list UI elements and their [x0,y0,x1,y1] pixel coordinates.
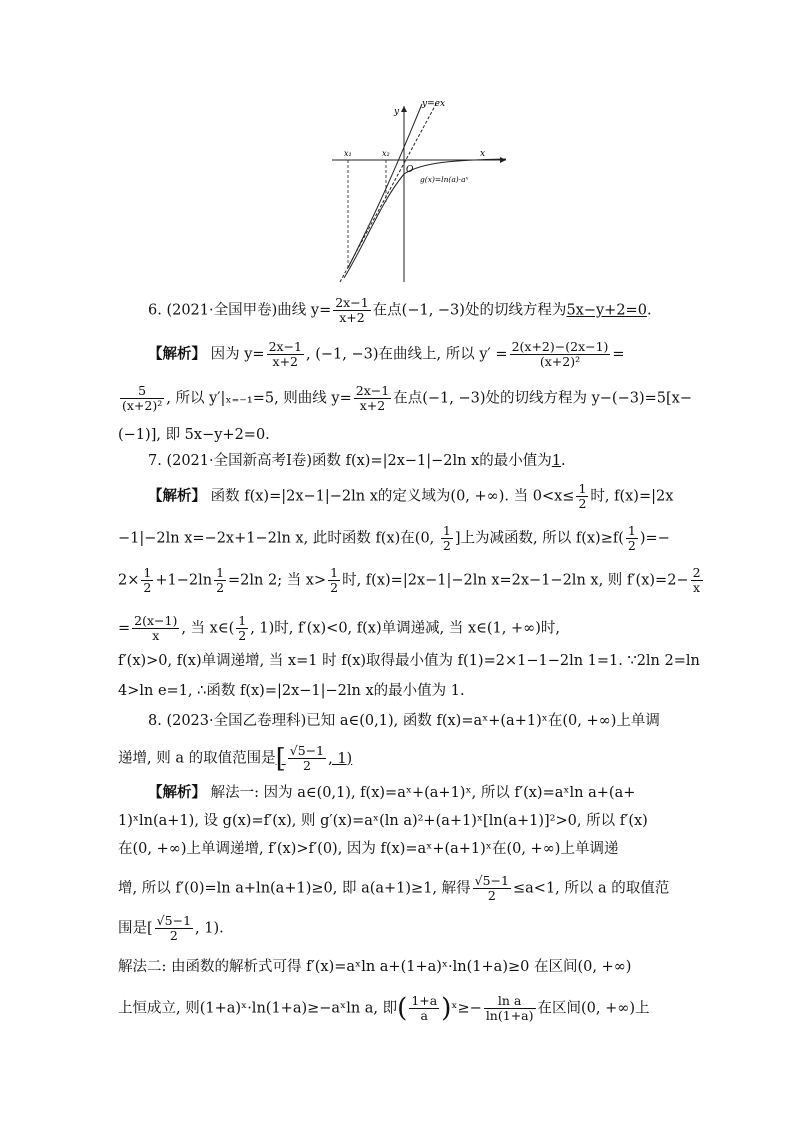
x-axis-arrow [500,157,506,163]
q7-line: 7. (2021·全国新高考Ⅰ卷)函数 f(x)=|2x−1|−2ln x的最小值为1. [148,453,566,469]
tangent-graph-figure [326,92,510,288]
q6-line: 6. (2021·全国甲卷)曲线 y= $\frac{2x-1}{x+2}$ 在点(−1, −3)处的切线方程为5x−y+2=0. [148,295,652,325]
label-x1: x₁ [344,149,352,158]
label-curve: g(x)=ln(a)·aˣ [420,175,469,184]
s7-line1: 【解析】 函数 f(x)=|2x−1|−2ln x的定义域为(0, +∞). 当 0<x≤ $\frac{1}{2}$ 时, f(x)=|2x [148,481,674,511]
s8-line2: 1)ˣln(a+1), 设 g(x)=f′(x), 则 g′(x)=aˣ(ln a)²+(a+1)ˣ[ln(a+1)]²>0, 所以 f′(x) [118,813,648,829]
label-x2: x₂ [382,149,390,158]
s6-line1: 【解析】 因为 y= $\frac{2x-1}{x+2}$ , (−1, −3)在曲线上, 所以 y′ = $\frac{2(x+2)-(2x-1)}{\text{(x+2)²}}$ = [148,339,625,369]
y-axis-arrow [401,106,407,112]
s7-line6: 4>ln e=1, ∴函数 f(x)=|2x−1|−2ln x的最小值为 1. [118,683,465,699]
label-tangent: y=ex [422,99,446,109]
s6-line3: (−1)], 即 5x−y+2=0. [118,427,270,443]
s7-line2: −1|−2ln x=−2x+1−2ln x, 此时函数 f(x)在(0, $\frac{1}{2}$ ]上为减函数, 所以 f(x)≥f( $\frac{1}{2}$ )=− [118,523,670,553]
s8-line5: 围是[ $\frac{√5-1}{2}$ , 1). [118,913,224,943]
s8-line7: 上恒成立, 则(1+a)ˣ·ln(1+a)≥−aˣln a, 即( $\frac{1+a}{a}$ )ˣ≥− $\frac{\text{ln a}}{\ln(1+a)}$ 在区间(0, +∞)上 [118,993,650,1024]
q8-line2: 递增, 则 a 的取值范围是[ $\frac{√5-1}{2}$ , 1) [118,743,353,774]
label-x: x [480,149,486,159]
label-y: y [394,107,400,117]
s8-line4: 增, 所以 f′(0)=ln a+ln(a+1)≥0, 即 a(a+1)≥1, 解得 $\frac{√5-1}{2}$ ≤a<1, 所以 a 的取值范 [118,873,670,903]
s7-line4: = $\frac{2(x-1)}{x}$ , 当 x∈( $\frac{1}{2}$ , 1)时, f′(x)<0, f(x)单调递减, 当 x∈(1, +∞)时, [118,613,560,643]
curve-steep [348,104,422,268]
s7-line3: 2× $\frac{1}{2}$ +1−2ln $\frac{1}{2}$ =2ln 2; 当 x> $\frac{1}{2}$ 时, f(x)=|2x−1|−2ln x=2x−1−2ln x, 则 f′(x)=2− $\frac{2}{x}$ [118,565,701,595]
q8-line1: 8. (2023·全国乙卷理科)已知 a∈(0,1), 函数 f(x)=aˣ+(a+1)ˣ在(0, +∞)上单调 [148,713,660,729]
s8-line3: 在(0, +∞)上单调递增, f′(x)>f′(0), 因为 f(x)=aˣ+(a+1)ˣ在(0, +∞)上单调递 [118,841,619,857]
label-origin: O [406,165,414,175]
s8-line1: 【解析】 解法一: 因为 a∈(0,1), f(x)=aˣ+(a+1)ˣ, 所以 f′(x)=aˣln a+(a+ [148,785,636,801]
s6-line2: $\frac{5}{\text{(x+2)²}}$ , 所以 y′|ₓ₌₋₁=5, 则曲线 y= $\frac{2x-1}{x+2}$ 在点(−1, −3)处的切线方程为 y−(−3)=5[x− [122,383,692,413]
s8-line6: 解法二: 由函数的解析式可得 f′(x)=aˣln a+(1+a)ˣ·ln(1+a)≥0 在区间(0, +∞) [118,959,632,975]
s7-line5: f′(x)>0, f(x)单调递增, 当 x=1 时 f(x)取得最小值为 f(1)=2×1−1−2ln 1=1. ∵2ln 2=ln [118,653,700,669]
